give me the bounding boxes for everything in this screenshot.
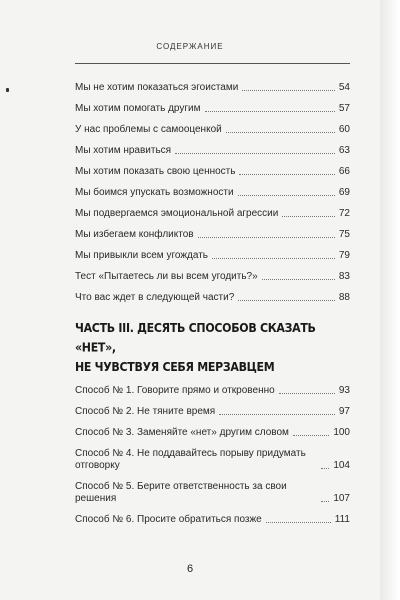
toc-entry <box>75 166 350 178</box>
toc-entry <box>75 145 350 157</box>
spine-shadow <box>380 0 400 600</box>
toc-entry-page: 60 <box>338 124 350 135</box>
dot-leader <box>293 435 329 436</box>
part-heading-line2: НЕ ЧУВСТВУЯ СЕБЯ МЕРЗАВЦЕМ <box>75 359 275 375</box>
dot-leader <box>226 132 335 133</box>
toc-entries-after <box>75 385 350 526</box>
toc-entry <box>75 187 350 199</box>
toc-entry-title: Мы избегаем конфликтов <box>75 229 194 240</box>
toc-entry-page: 97 <box>338 406 350 417</box>
toc-entry <box>75 481 350 505</box>
dot-leader <box>282 216 335 217</box>
toc-entry-page: 66 <box>338 166 350 177</box>
toc-entry <box>75 448 350 472</box>
dot-leader <box>239 174 334 175</box>
toc-entry <box>75 208 350 220</box>
toc-entry <box>75 271 350 283</box>
toc-entry-title: Что вас ждет в следующей части? <box>75 292 235 303</box>
toc-entry-page: 54 <box>338 82 350 93</box>
header-rule <box>75 63 350 64</box>
toc-entry-page: 93 <box>338 385 350 396</box>
dot-leader <box>242 90 335 91</box>
toc-entry-title: Способ № 6. Просите обратиться позже <box>75 514 262 525</box>
toc-entry-title: Способ № 2. Не тяните время <box>75 406 216 417</box>
toc-entry <box>75 250 350 262</box>
toc-entry-title: Мы хотим показать свою ценность <box>75 166 236 177</box>
toc-entry <box>75 385 350 397</box>
toc-entry-page: 104 <box>333 460 350 471</box>
toc-entry-page: 79 <box>338 250 350 261</box>
dot-leader <box>279 393 335 394</box>
toc-entry-page: 69 <box>338 187 350 198</box>
toc-entry-title: Мы хотим помогать другим <box>75 103 201 114</box>
toc-entry-page: 57 <box>338 103 350 114</box>
toc-entry-page: 111 <box>334 514 350 525</box>
dot-leader <box>321 468 329 469</box>
running-head: СОДЕРЖАНИЕ <box>156 42 224 51</box>
toc-entry-title: Мы не хотим показаться эгоистами <box>75 82 239 93</box>
dot-leader <box>175 153 335 154</box>
dot-leader <box>198 237 335 238</box>
toc-entry-page: 75 <box>338 229 350 240</box>
toc-entry-page: 63 <box>338 145 350 156</box>
dot-leader <box>212 258 335 259</box>
toc-entry-title: Способ № 3. Заменяйте «нет» другим словом <box>75 427 289 438</box>
dot-leader <box>238 195 335 196</box>
part-heading-line1: ЧАСТЬ III. ДЕСЯТЬ СПОСОБОВ СКАЗАТЬ «НЕТ», <box>75 320 316 355</box>
toc-entry <box>75 103 350 115</box>
toc-entry-title: У нас проблемы с самооценкой <box>75 124 222 135</box>
toc-entry <box>75 514 350 526</box>
toc-entry-page: 107 <box>333 493 350 504</box>
toc-entry-title: Способ № 5. Берите ответственность за свои решения <box>75 481 287 504</box>
toc-entries-before <box>75 82 350 304</box>
toc-entry <box>75 427 350 439</box>
toc-entry-page: 83 <box>338 271 350 282</box>
margin-mark <box>6 88 9 92</box>
dot-leader <box>321 501 329 502</box>
part-heading <box>75 318 350 377</box>
toc-entry <box>75 124 350 136</box>
dot-leader <box>266 522 331 523</box>
toc-entry-page: 100 <box>333 427 350 438</box>
table-of-contents <box>75 82 350 535</box>
toc-entry-title: Мы подвергаемся эмоциональной агрессии <box>75 208 279 219</box>
toc-entry-page: 88 <box>338 292 350 303</box>
toc-entry-title: Мы привыкли всем угождать <box>75 250 208 261</box>
page-number: 6 <box>186 563 194 575</box>
dot-leader <box>219 414 335 415</box>
toc-entry-title: Мы хотим нравиться <box>75 145 172 156</box>
toc-entry-title: Тест «Пытаетесь ли вы всем угодить?» <box>75 271 258 282</box>
toc-entry-title: Способ № 1. Говорите прямо и откровенно <box>75 385 275 396</box>
toc-entry-title: Способ № 4. Не поддавайтесь порыву придумать отговорку <box>75 448 306 471</box>
toc-entry <box>75 292 350 304</box>
toc-entry <box>75 82 350 94</box>
dot-leader <box>205 111 335 112</box>
dot-leader <box>238 300 335 301</box>
dot-leader <box>262 279 335 280</box>
toc-entry-page: 72 <box>338 208 350 219</box>
toc-entry <box>75 406 350 418</box>
toc-entry <box>75 229 350 241</box>
toc-entry-title: Мы боимся упускать возможности <box>75 187 234 198</box>
